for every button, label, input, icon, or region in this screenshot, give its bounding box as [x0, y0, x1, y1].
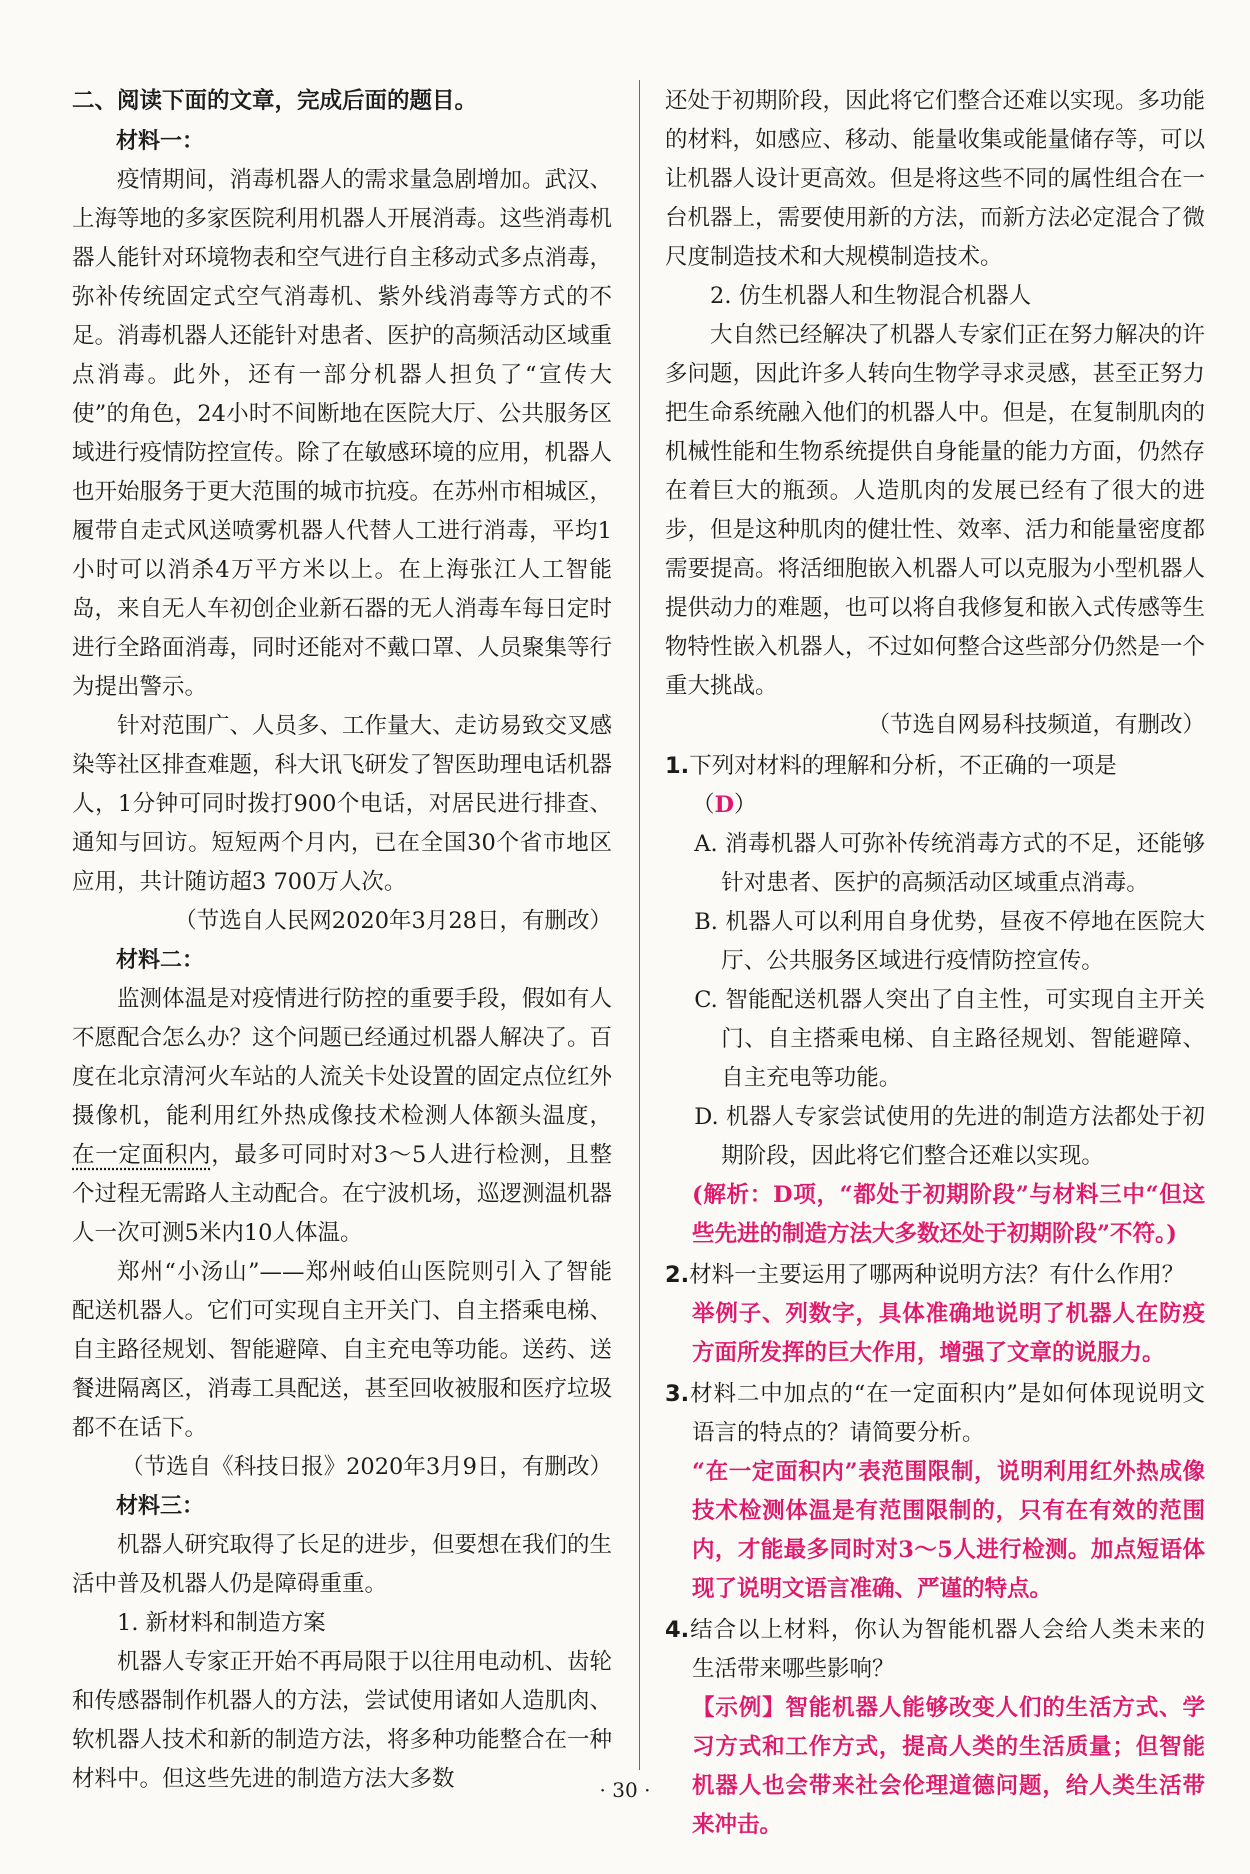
material-three-paragraph-3: 大自然已经解决了机器人专家们正在努力解决的许多问题，因此许多人转向生物学寻求灵感，甚至正努力把生命系统融入他们的机器人中。但是，在复制肌肉的机械性能和生物系统提供自身能量的能力方面，仍然存在着巨大的瓶颈。人造肌肉的发展已经有了很大的进步，但是这种肌肉的健壮性、效率、活力和能量密度都需要提高。将活细胞嵌入机器人可以克服为小型机器人提供动力的难题，也可以将自我修复和嵌入式传感等生物特性嵌入机器人，不过如何整合这些部分仍然是一个重大挑战。 — [665, 322, 1206, 699]
option-b: B. 机器人可以利用自身优势，昼夜不停地在医院大厅、公共服务区域进行疫情防控宣传。 — [694, 909, 1205, 974]
page-number: · 30 · — [599, 1778, 651, 1802]
question-text: 材料一主要运用了哪两种说明方法？有什么作用？ — [689, 1262, 1185, 1288]
material-three-subheading-1: 1. 新材料和制造方案 — [117, 1610, 326, 1636]
question-number: 2. — [665, 1262, 690, 1288]
material-two-paragraph-2: 郑州“小汤山”——郑州岐伯山医院则引入了智能配送机器人。它们可实现自主开关门、自主搭乘电梯、自主路径规划、智能避障、自主充电等功能。送药、送餐进隔离区，消毒工具配送，甚至回收被服和医疗垃圾都不在话下。 — [72, 1259, 613, 1441]
material-one-paragraph-1: 疫情期间，消毒机器人的需求量急剧增加。武汉、上海等地的多家医院利用机器人开展消毒。这些消毒机器人能针对环境物表和空气进行自主移动式多点消毒，弥补传统固定式空气消毒机、紫外线消毒等方式的不足。消毒机器人还能针对患者、医护的高频活动区域重点消毒。此外，还有一部分机器人担负了“宣传大使”的角色，24小时不间断地在医院大厅、公共服务区域进行疫情防控宣传。除了在敏感环境的应用，机器人也开始服务于更大范围的城市抗疫。在苏州市相城区，履带自走式风送喷雾机器人代替人工进行消毒，平均1小时可以消杀4万平方米以上。在上海张江人工智能岛，来自无人车初创企业新石器的无人消毒车每日定时进行全路面消毒，同时还能对不戴口罩、人员聚集等行为提出警示。 — [72, 167, 613, 700]
option-c: C. 智能配送机器人突出了自主性，可实现自主开关门、自主搭乘电梯、自主路径规划、智能避障、自主充电等功能。 — [694, 987, 1205, 1091]
material-three-continued: 还处于初期阶段，因此将它们整合还难以实现。多功能的材料，如感应、移动、能量收集或能量储存等，可以让机器人设计更高效。但是将这些不同的属性组合在一台机器上，需要使用新的方法，而新方法必定混合了微尺度制造技术和大规模制造技术。 — [665, 88, 1206, 270]
column-divider — [639, 80, 640, 1770]
answer-paren-close: ） — [734, 792, 757, 818]
question-text: 下列对材料的理解和分析，不正确的一项是 — [689, 753, 1117, 779]
question-2 — [665, 1256, 1205, 1295]
question-text: 结合以上材料，你认为智能机器人会给人类未来的生活带来哪些影响？ — [689, 1617, 1205, 1682]
material-one-title: 材料一： — [116, 129, 205, 154]
left-column — [72, 82, 612, 1799]
question-2-answer: 举例子、列数字，具体准确地说明了机器人在防疫方面所发挥的巨大作用，增强了文章的说服力。 — [692, 1301, 1205, 1366]
option-d: D. 机器人专家尝试使用的先进的制造方法都处于初期阶段，因此将它们整合还难以实现。 — [694, 1104, 1205, 1169]
paragraph-text: 监测体温是对疫情进行防控的重要手段，假如有人不愿配合怎么办？这个问题已经通过机器人解决了。百度在北京清河火车站的人流关卡处设置的固定点位红外摄像机，能利用红外热成像技术检测人体额头温度， — [72, 986, 613, 1129]
material-three-subheading-2: 2. 仿生机器人和生物混合机器人 — [710, 283, 1032, 309]
answer-paren-open: （ — [692, 792, 715, 818]
question-1 — [665, 747, 1205, 825]
option-a: A. 消毒机器人可弥补传统消毒方式的不足，还能够针对患者、医护的高频活动区域重点消毒。 — [694, 831, 1205, 896]
dotted-phrase: 在一定面积内 — [72, 1142, 212, 1168]
section-heading: 二、阅读下面的文章，完成后面的题目。 — [72, 88, 478, 114]
material-three-source: （节选自网易科技频道，有删改） — [867, 712, 1205, 738]
material-two-source: （节选自《科技日报》2020年3月9日，有删改） — [121, 1454, 612, 1480]
question-4-answer: 【示例】智能机器人能够改变人们的生活方式、学习方式和工作方式，提高人类的生活质量；但智能机器人也会带来社会伦理道德问题，给人类生活带来冲击。 — [692, 1695, 1205, 1838]
question-number: 4. — [665, 1617, 690, 1643]
material-two-title: 材料二： — [116, 948, 205, 973]
question-number: 3. — [665, 1381, 690, 1407]
material-one-paragraph-2: 针对范围广、人员多、工作量大、走访易致交叉感染等社区排查难题，科大讯飞研发了智医助理电话机器人，1分钟可同时拨打900个电话，对居民进行排查、通知与回访。短短两个月内，已在全国30个省市地区应用，共计随访超3 700万人次。 — [72, 713, 613, 895]
question-text: 材料二中加点的“在一定面积内”是如何体现说明文语言的特点的？请简要分析。 — [689, 1381, 1205, 1446]
material-three-title: 材料三： — [116, 1494, 205, 1519]
question-4 — [665, 1611, 1205, 1689]
question-1-answer: D — [714, 792, 735, 818]
material-two-paragraph-1 — [72, 980, 612, 1253]
material-three-paragraph-1: 机器人研究取得了长足的进步，但要想在我们的生活中普及机器人仍是障碍重重。 — [72, 1532, 613, 1597]
material-one-source: （节选自人民网2020年3月28日，有删改） — [174, 908, 612, 934]
right-column — [665, 82, 1205, 1845]
paragraph-text: ，最多可同时对3～5人进行检测，且整个过程无需路人主动配合。在宁波机场，巡逻测温机器人一次可测5米内10人体温。 — [72, 1142, 613, 1246]
question-1-analysis: (解析：D项，“都处于初期阶段”与材料三中“但这些先进的制造方法大多数还处于初期阶段”不符。) — [692, 1182, 1205, 1247]
question-number: 1. — [665, 753, 690, 779]
material-three-paragraph-2: 机器人专家正开始不再局限于以往用电动机、齿轮和传感器制作机器人的方法，尝试使用诸如人造肌肉、软机器人技术和新的制造方法，将多种功能整合在一种材料中。但这些先进的制造方法大多数 — [72, 1649, 613, 1792]
question-3 — [665, 1375, 1205, 1453]
question-3-answer: “在一定面积内”表范围限制，说明利用红外热成像技术检测体温是有范围限制的，只有在有效的范围内，才能最多同时对3～5人进行检测。加点短语体现了说明文语言准确、严谨的特点。 — [692, 1459, 1205, 1602]
